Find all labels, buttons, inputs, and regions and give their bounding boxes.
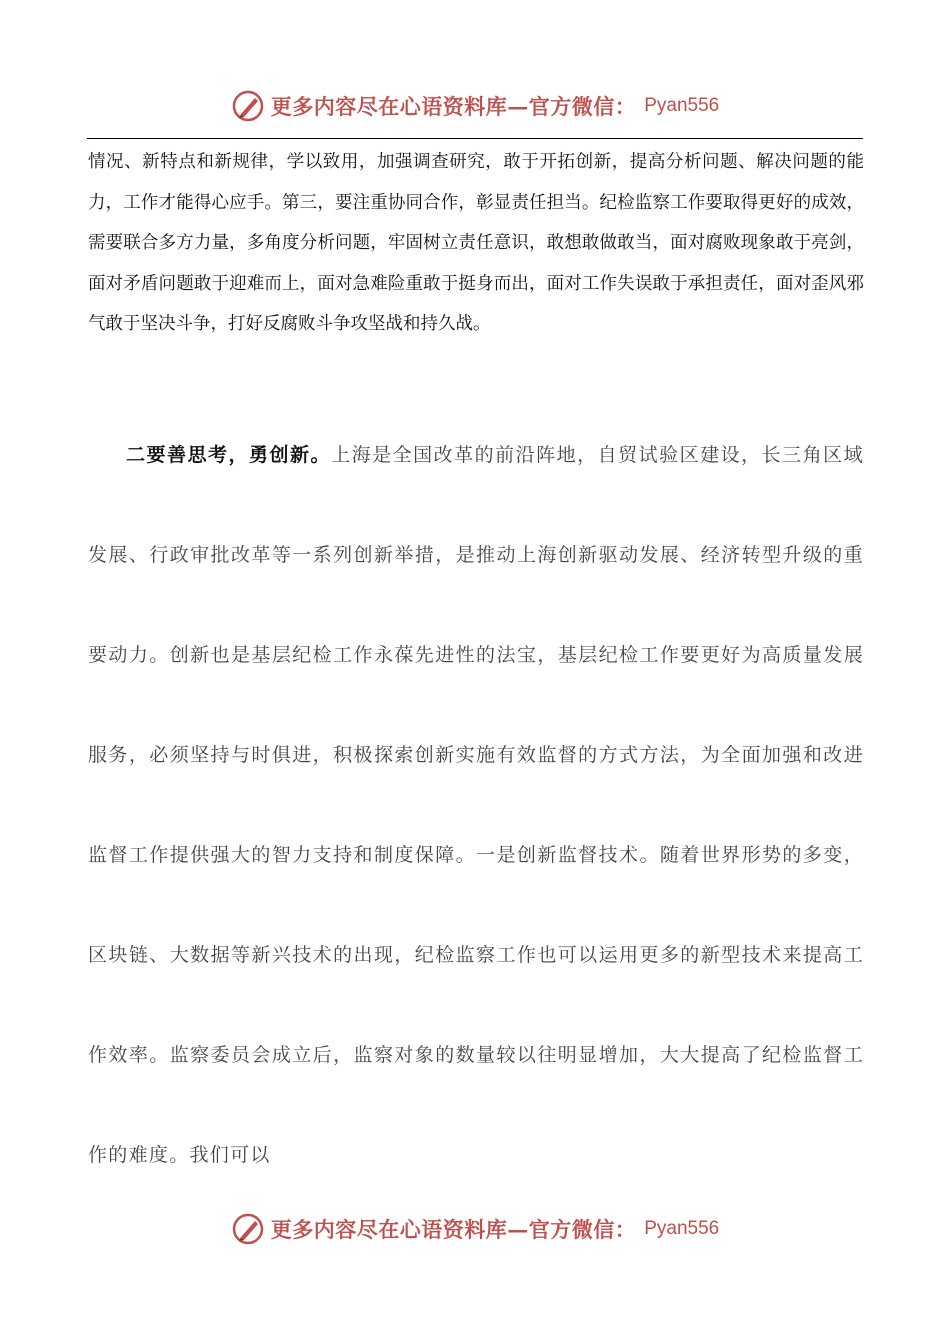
pen-circle-logo-icon [231, 89, 265, 123]
section-block [88, 405, 864, 1205]
header-wechat-id: Pyan556 [644, 95, 720, 116]
pen-circle-logo-icon [231, 1212, 265, 1246]
header-brand-text: 更多内容尽在心语资料库—官方微信： [270, 94, 637, 119]
page-header [0, 86, 950, 126]
page-footer [0, 1209, 950, 1249]
header-divider [87, 138, 863, 139]
section-text: 上海是全国改革的前沿阵地，自贸试验区建设，长三角区域发展、行政审批改革等一系列创新举措，是推动上海创新驱动发展、经济转型升级的重要动力。创新也是基层纪检工作永葆先进性的法宝，基层纪检工作要更好为高质量发展服务，必须坚持与时俱进，积极探索创新实施有效监督的方式方法，为全面加强和改进监督工作提供强大的智力支持和制度保障。一是创新监督技术。随着世界形势的多变，区块链、大数据等新兴技术的出现，纪检监察工作也可以运用更多的新型技术来提高工作效率。监察委员会成立后，监察对象的数量较以往明显增加，大大提高了纪检监督工作的难度。我们可以 [88, 444, 864, 1166]
footer-wechat-id: Pyan556 [644, 1218, 720, 1239]
dense-paragraph: 情况、新特点和新规律，学以致用，加强调查研究，敢于开拓创新，提高分析问题、解决问题的能力，工作才能得心应手。第三，要注重协同合作，彰显责任担当。纪检监察工作要取得更好的成效，需要联合多方力量，多角度分析问题，牢固树立责任意识，敢想敢做敢当，面对腐败现象敢于亮剑，面对矛盾问题敢于迎难而上，面对急难险重敢于挺身而出，面对工作失误敢于承担责任，面对歪风邪气敢于坚决斗争，打好反腐败斗争攻坚战和持久战。 [88, 152, 864, 334]
footer-brand [231, 1212, 720, 1246]
header-brand [231, 89, 720, 123]
section-paragraph [88, 405, 864, 1205]
footer-brand-text: 更多内容尽在心语资料库—官方微信： [270, 1217, 637, 1242]
dense-paragraph-block [88, 142, 864, 345]
section-lead: 二要善思考，勇创新。 [126, 444, 332, 466]
